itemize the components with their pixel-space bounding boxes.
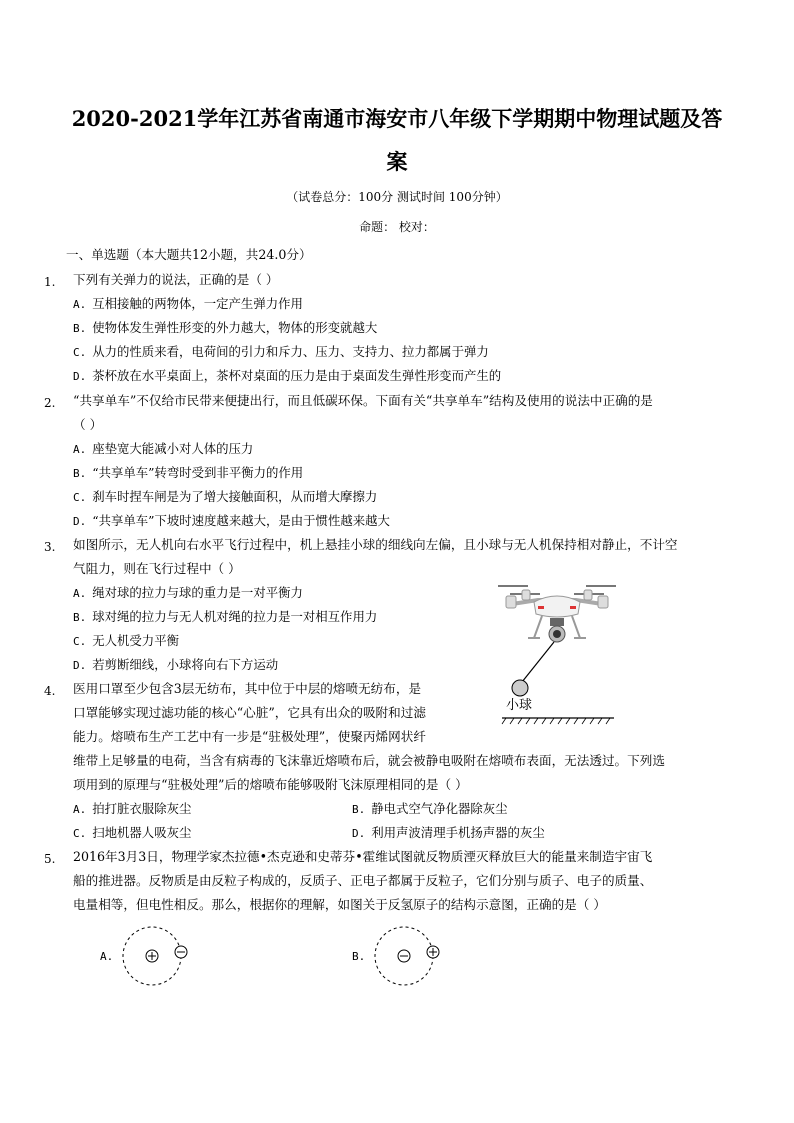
question-stem: 维带上足够量的电荷，当含有病毒的飞沫靠近熔喷布后，就会被静电吸附在熔喷布表面，无法透过。下列选 [73, 753, 665, 768]
question-number: 1. [44, 275, 56, 289]
question-number: 3. [44, 540, 56, 554]
minus-nucleus-icon [398, 950, 410, 962]
page-title-continued: 案 [386, 149, 408, 174]
section-heading: 一、单选题（本大题共12小题，共24.0分） [66, 247, 312, 262]
option-b: B. “共享单车”转弯时受到非平衡力的作用 [73, 465, 304, 480]
question-stem: 气阻力，则在飞行过程中（ ） [73, 561, 241, 576]
option-c: C. 从力的性质来看，电荷间的引力和斥力、压力、支持力、拉力都属于弹力 [73, 344, 489, 359]
atom-diagram-b [372, 926, 442, 988]
atom-diagram-a [120, 926, 190, 988]
exam-info: （试卷总分：100分 测试时间 100分钟） [286, 190, 508, 204]
option-a: A. 绳对球的拉力与球的重力是一对平衡力 [73, 585, 303, 600]
question-number: 5. [44, 852, 56, 866]
option-d: D. 利用声波清理手机扬声器的灰尘 [352, 825, 545, 840]
question-stem: 项用到的原理与“驻极处理”后的熔喷布能够吸附飞沫原理相同的是（ ） [73, 777, 468, 792]
question-stem: 下列有关弹力的说法，正确的是（ ） [73, 272, 279, 287]
question-stem: 2016年3月3日，物理学家杰拉德•杰克逊和史蒂芬•霍维试图就反物质湮灭释放巨大的能量来制造宇宙飞 [73, 849, 653, 864]
question-number: 4. [44, 684, 56, 698]
option-a: A. [100, 950, 114, 963]
question-stem: 能力。熔喷布生产工艺中有一步是“驻极处理”，使聚丙烯网状纤 [73, 729, 426, 744]
question-number: 2. [44, 396, 56, 410]
question-stem: 医用口罩至少包含3层无纺布，其中位于中层的熔喷无纺布，是 [73, 681, 422, 696]
proposer-line: 命题： 校对： [359, 220, 435, 234]
option-c: C. 刹车时捏车闸是为了增大接触面积，从而增大摩擦力 [73, 489, 378, 504]
option-a: A. 座垫宽大能减小对人体的压力 [73, 441, 254, 456]
option-a: A. 互相接触的两物体，一定产生弹力作用 [73, 296, 303, 311]
plus-particle-icon [427, 946, 439, 958]
question-stem: 船的推进器。反物质是由反粒子构成的，反质子、正电子都属于反粒子，它们分别与质子、电子的质量、 [73, 873, 653, 888]
option-a: A. 拍打脏衣服除灰尘 [73, 801, 192, 816]
option-b: B. 使物体发生弹性形变的外力越大，物体的形变就越大 [73, 320, 378, 335]
minus-particle-icon [175, 946, 187, 958]
option-d: D. 若剪断细线，小球将向右下方运动 [73, 657, 279, 672]
page-title: 2020-2021学年江苏省南通市海安市八年级下学期期中物理试题及答 [71, 106, 723, 131]
option-b: B. 球对绳的拉力与无人机对绳的拉力是一对相互作用力 [73, 609, 378, 624]
plus-nucleus-icon [146, 950, 158, 962]
question-stem: 如图所示，无人机向右水平飞行过程中，机上悬挂小球的细线向左偏，且小球与无人机保持相对静止，不计空 [73, 537, 678, 552]
option-b: B. 静电式空气净化器除灰尘 [352, 801, 508, 816]
option-d: D. “共享单车”下坡时速度越来越大，是由于惯性越来越大 [73, 513, 390, 528]
string-line [522, 642, 554, 682]
question-stem: 口罩能够实现过滤功能的核心“心脏”，它具有出众的吸附和过滤 [73, 705, 426, 720]
drone-icon [498, 586, 616, 642]
question-stem: （ ） [73, 417, 103, 432]
option-b: B. [352, 950, 366, 963]
question-stem: 电量相等，但电性相反。那么，根据你的理解，如图关于反氢原子的结构示意图，正确的是（ ） [73, 897, 606, 912]
question-stem: “共享单车”不仅给市民带来便捷出行，而且低碳环保。下面有关“共享单车”结构及使用的说法中正确的是 [73, 393, 653, 408]
option-c: C. 扫地机器人吸灰尘 [73, 825, 192, 840]
option-d: D. 茶杯放在水平桌面上，茶杯对桌面的压力是由于桌面发生弹性形变而产生的 [73, 368, 502, 383]
ball-icon [512, 680, 528, 696]
ball-label: 小球 [506, 698, 533, 713]
option-c: C. 无人机受力平衡 [73, 633, 179, 648]
